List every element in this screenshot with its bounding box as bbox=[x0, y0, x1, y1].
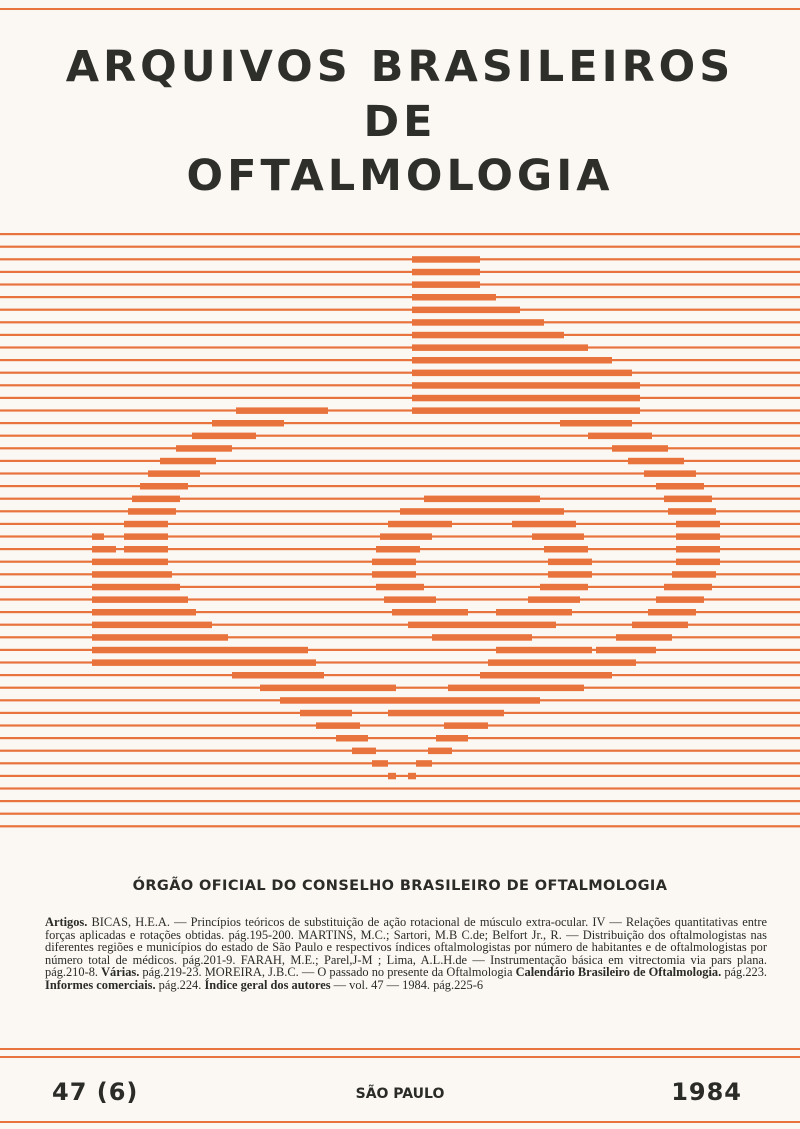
top-rule bbox=[0, 8, 800, 10]
section-label-indice: Índice geral dos autores bbox=[204, 977, 331, 992]
summary-text-1: BICAS, H.E.A. — Princípios teóricos de substituição de ação rotacional de músculo extra-ocular. IV — Relações quantitativas entre forças aplicadas e rotações obtidas. pág.195-200. MARTINS, M.C.; Sartori, M.B C.de; Belfort Jr., R. — Distribuição dos oftalmologistas nas diferentes regiões e municípios do estado de São Paulo e respectivos índices oftalmologistas por número de habitantes e de oftalmologistas por número total de médicos. pág.201-9. FARAH, M.E.; Parel,J-M ; Lima, A.L.H.de — Instrumentação básica em vitrectomia via pars plana. pág.210-8. bbox=[45, 915, 767, 980]
journal-title-line2: DE bbox=[363, 97, 437, 147]
section-label-varias: Várias. bbox=[101, 965, 140, 980]
section-label-artigos: Artigos. bbox=[45, 915, 88, 929]
city-name: SÃO PAULO bbox=[355, 1086, 445, 1102]
table-of-contents bbox=[45, 916, 767, 992]
journal-title-line3: OFTALMOLOGIA bbox=[186, 151, 614, 201]
footer-rule-upper bbox=[0, 1048, 800, 1050]
summary-text-4: pág.224. bbox=[155, 977, 205, 992]
bottom-rule bbox=[0, 1121, 800, 1123]
organ-line: ÓRGÃO OFICIAL DO CONSELHO BRASILEIRO DE OFTALMOLOGIA bbox=[132, 878, 668, 894]
volume-number: 47 (6) bbox=[52, 1078, 139, 1106]
eye-emblem-icon bbox=[0, 225, 800, 840]
journal-title-line1: ARQUIVOS BRASILEIROS bbox=[65, 42, 735, 92]
footer-rule-lower bbox=[0, 1056, 800, 1058]
summary-text-2: pág.219-23. MOREIRA, J.B.C. — O passado no presente da Oftalmologia bbox=[139, 965, 516, 980]
summary-text-3: pág.223. bbox=[721, 965, 767, 980]
summary-text-5: — vol. 47 — 1984. pág.225-6 bbox=[330, 977, 484, 992]
section-label-calendario: Calendário Brasileiro de Oftalmologia. bbox=[515, 965, 722, 980]
section-label-informes: Informes comerciais. bbox=[45, 977, 156, 992]
publication-year: 1984 bbox=[671, 1078, 742, 1106]
